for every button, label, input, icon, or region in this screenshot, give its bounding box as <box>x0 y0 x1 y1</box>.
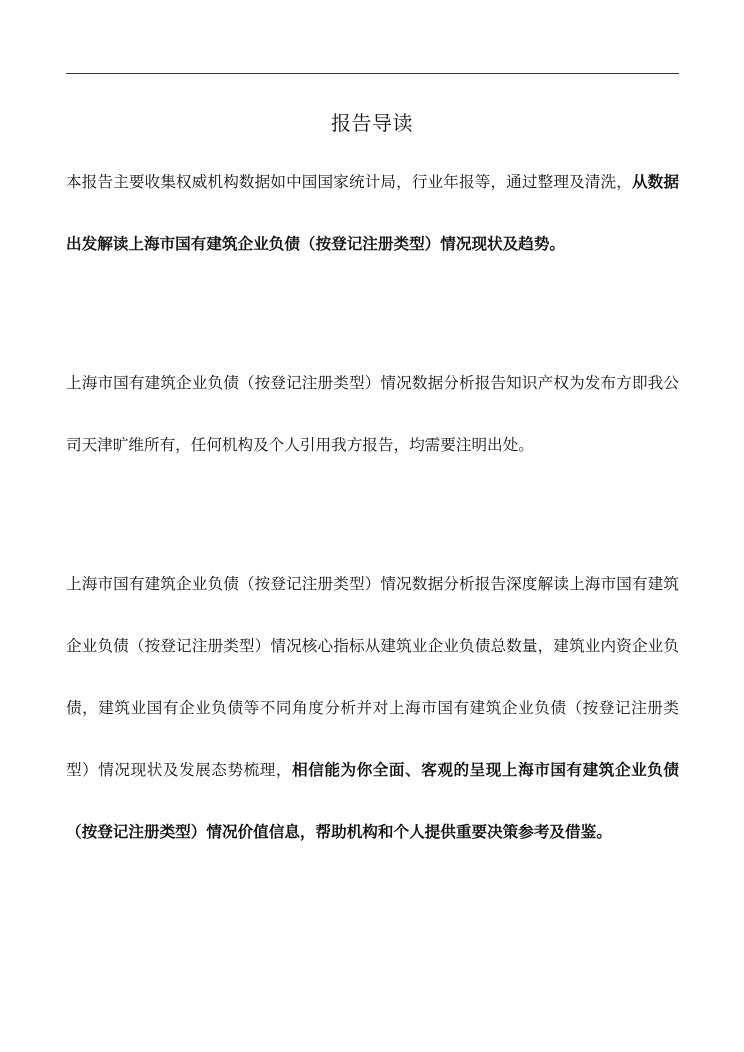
copyright-paragraph <box>66 352 679 476</box>
intro-text: 本报告主要收集权威机构数据如中国国家统计局，行业年报等，通过整理及清洗， <box>66 173 632 191</box>
summary-text: 上海市国有建筑企业负债（按登记注册类型）情况数据分析报告深度解读上海市国有建筑企业负债（按登记注册类型）情况核心指标从建筑业企业负债总数量，建筑业内资企业负债，建筑业国有企业负债等不同角度分析并对上海市国有建筑企业负债（按登记注册类型）情况现状及发展态势梳理， <box>66 575 679 779</box>
header-divider <box>66 73 679 74</box>
intro-highlight-text: 从数据出发解读上海市国有建筑企业负债（按登记注册类型）情况现状及趋势。 <box>66 173 679 253</box>
copyright-text: 上海市国有建筑企业负债（按登记注册类型）情况数据分析报告知识产权为发布方即我公司天津旷维所有，任何机构及个人引用我方报告，均需要注明出处。 <box>66 374 679 454</box>
summary-highlight-text: 相信能为你全面、客观的呈现上海市国有建筑企业负债（按登记注册类型）情况价值信息，帮助机构和个人提供重要决策参考及借鉴。 <box>66 761 679 841</box>
page-title: 报告导读 <box>331 111 413 135</box>
intro-paragraph <box>66 151 679 275</box>
summary-paragraph <box>66 553 679 863</box>
